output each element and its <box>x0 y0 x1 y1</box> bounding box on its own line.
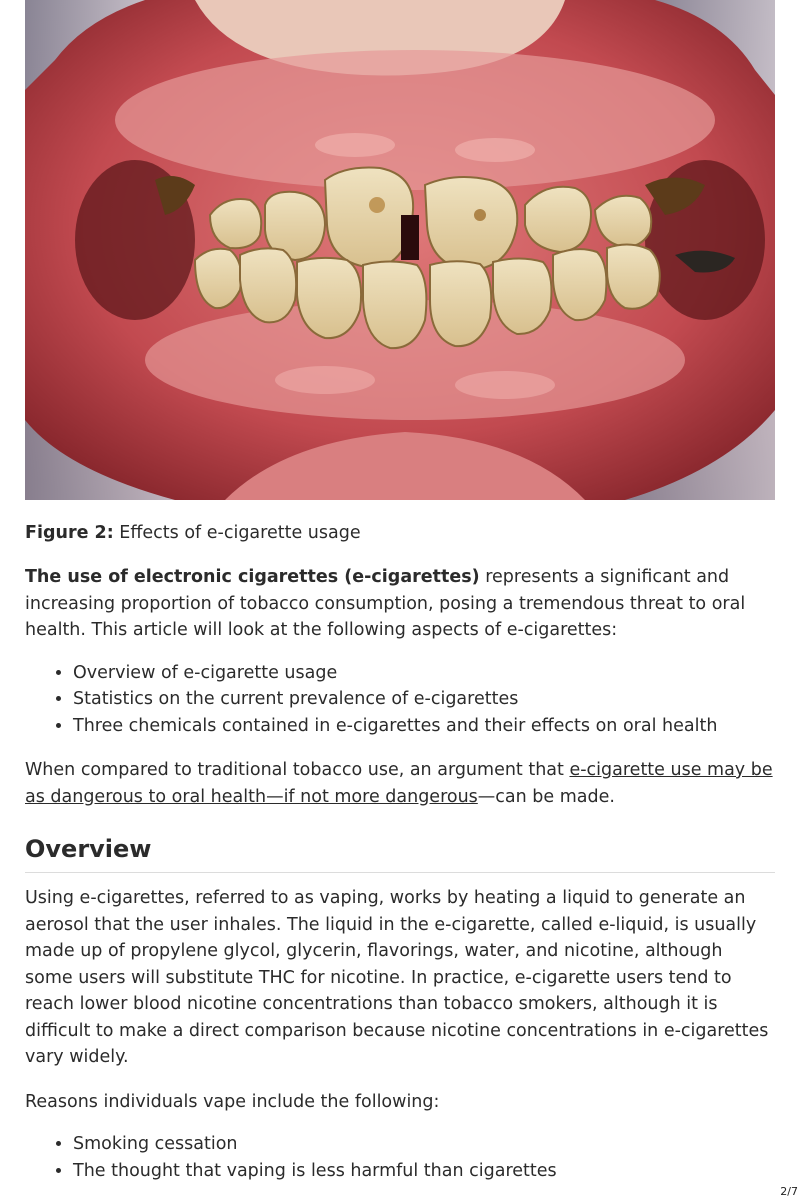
list-item: • Smoking cessation <box>73 1131 775 1158</box>
list-item: • Three chemicals contained in e-cigarettes and their effects on oral health <box>73 713 775 740</box>
intraoral-photo-icon <box>25 0 775 500</box>
overview-paragraph: Using e-cigarettes, referred to as vaping, works by heating a liquid to generate an aerosol that the user inhales. The liquid in the e-cigarette, called e-liquid, is usually made up of propylene glycol, glycerin, flavorings, water, and nicotine, although some users will substitute THC for nicotine. In practice, e-cigarette users tend to reach lower blood nicotine concentrations than tobacco smokers, although it is difficult to make a direct comparison because nicotine concentrations in e-cigarettes vary widely. <box>25 888 769 1067</box>
comparison-after: —can be made. <box>477 786 615 807</box>
intro-paragraph <box>25 564 775 644</box>
intro-bold: The use of electronic cigarettes (e-cigarettes) <box>25 567 480 587</box>
intro-rest: represents a significant and increasing proportion of tobacco consumption, posing a tremendous threat to oral health. This article will look at the following aspects of e-cigarettes: <box>25 567 746 640</box>
figure-image <box>25 0 775 500</box>
comparison-before: When compared to traditional tobacco use, an argument that <box>25 760 570 780</box>
dangerous-oral-health-link[interactable]: e-cigarette use may be as dangerous to oral health—if not more dangerous <box>25 760 773 807</box>
list-item: • Statistics on the current prevalence of e-cigarettes <box>73 686 775 713</box>
list-item: • Overview of e-cigarette usage <box>73 660 775 687</box>
aspects-list <box>25 660 775 740</box>
caption-text: Effects of e-cigarette usage <box>113 523 361 543</box>
reasons-list <box>25 1131 775 1184</box>
list-item: • The thought that vaping is less harmful than cigarettes <box>73 1158 775 1185</box>
article-content <box>25 0 775 1184</box>
reasons-intro: Reasons individuals vape include the following: <box>25 1091 440 1112</box>
comparison-paragraph <box>25 757 775 810</box>
caption-label: Figure 2: <box>25 523 114 543</box>
overview-heading: Overview <box>25 832 775 873</box>
page-number: 2/7 <box>780 1185 798 1198</box>
figure-caption <box>25 520 775 546</box>
